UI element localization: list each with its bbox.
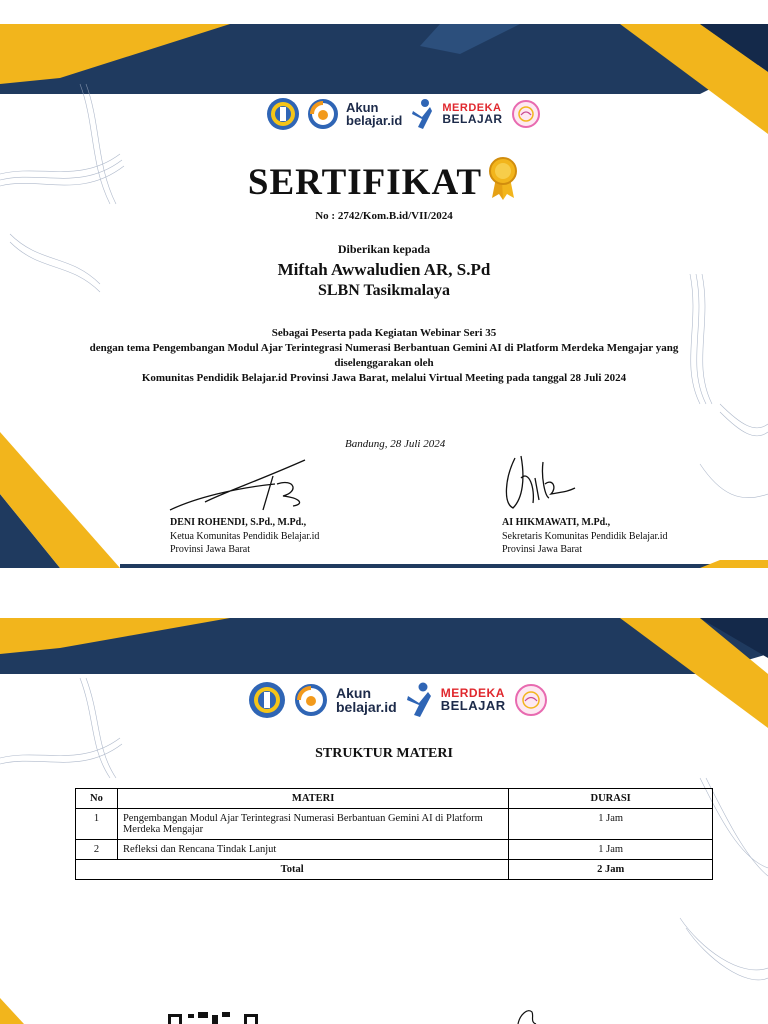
signatory-right-region: Provinsi Jawa Barat [502,544,582,555]
total-label: Total [76,860,509,880]
signatory-left-name: DENI ROHENDI, S.Pd., M.Pd., [170,517,307,528]
title-row [0,156,768,204]
community-badge-logo-icon [511,99,541,129]
row-no: 2 [76,840,118,860]
structure-title: STRUKTUR MATERI [315,746,453,761]
row-durasi: 1 Jam [509,809,713,840]
signature-right-icon [495,448,585,518]
medal-ribbon-icon [486,156,520,200]
merdeka-text: MERDEKA [440,686,505,701]
signatory-right-name: AI HIKMAWATI, M.Pd., [502,517,611,528]
body-line-4: Komunitas Pendidik Belajar.id Provinsi Jawa Barat, melalui Virtual Meeting pada tanggal 28 Juli 2024 [141,372,627,384]
signatory-left [170,516,319,557]
belajar-id-logo-icon [294,683,328,717]
header-durasi: DURASI [509,789,713,809]
table-row [76,840,713,860]
recipient-name: Miftah Awwaludien AR, S.Pd [277,260,491,279]
certificate-body [0,326,768,386]
signatory-right-role: Sekretaris Komunitas Pendidik Belajar.id [502,530,668,542]
given-to-label: Diberikan kepada [337,242,431,256]
page-gap [0,568,768,618]
merdeka-belajar-figure-icon [410,97,434,131]
certificate-number: No : 2742/Kom.B.id/VII/2024 [315,210,453,222]
table-row [76,809,713,840]
total-value: 2 Jam [509,860,713,880]
bottom-right-gold [700,560,768,568]
akun-text: Akun [346,100,379,115]
signature-partial-icon [510,1006,550,1024]
header-materi: MATERI [117,789,508,809]
recipient-institution: SLBN Tasikmalaya [317,282,451,299]
merdeka-belajar-figure-icon [405,681,433,719]
community-badge-logo-icon [514,683,548,717]
bottom-left-gold [0,998,24,1024]
belajar-text: BELAJAR [440,697,506,713]
signature-left-icon [165,458,315,518]
akun-text: Akun [336,685,371,701]
qr-code-icon [168,1012,264,1024]
row-materi: Pengembangan Modul Ajar Terintegrasi Numerasi Berbantuan Gemini AI di Platform Merdeka Mengajar [117,809,508,840]
merdeka-belajar-label [441,688,506,712]
tut-wuri-handayani-emblem-icon [248,681,286,719]
header-no: No [76,789,118,809]
body-line-1: Sebagai Peserta pada Kegiatan Webinar Seri 35 [271,327,497,339]
table-total-row [76,860,713,880]
merdeka-text: MERDEKA [442,102,502,115]
logo-row [266,97,541,131]
belajar-id-logo-icon [308,99,338,129]
merdeka-belajar-label [442,103,502,125]
logo-row-2 [248,681,548,719]
table-header-row [76,789,713,809]
place-date: Bandung, 28 Juli 2024 [345,438,446,450]
signatory-right [502,516,668,557]
certificate-title: SERTIFIKAT [247,162,483,203]
akun-belajar-label [346,101,402,127]
belajar-id-text: belajar.id [336,699,397,715]
body-line-3: diselenggarakan oleh [334,357,434,369]
akun-belajar-label [336,686,397,714]
row-durasi: 1 Jam [509,840,713,860]
body-line-2: dengan tema Pengembangan Modul Ajar Terintegrasi Numerasi Berbantuan Gemini AI di Platform Merdeka Mengajar yang [89,342,679,354]
signatory-left-region: Provinsi Jawa Barat [170,544,250,555]
row-materi: Refleksi dan Rencana Tindak Lanjut [117,840,508,860]
belajar-text: BELAJAR [442,111,503,126]
material-structure-page [0,618,768,1024]
belajar-id-text: belajar.id [346,113,403,128]
certificate-page [0,24,768,568]
material-table [75,788,713,880]
tut-wuri-handayani-emblem-icon [266,97,300,131]
signatory-left-role: Ketua Komunitas Pendidik Belajar.id [170,530,320,542]
row-no: 1 [76,809,118,840]
